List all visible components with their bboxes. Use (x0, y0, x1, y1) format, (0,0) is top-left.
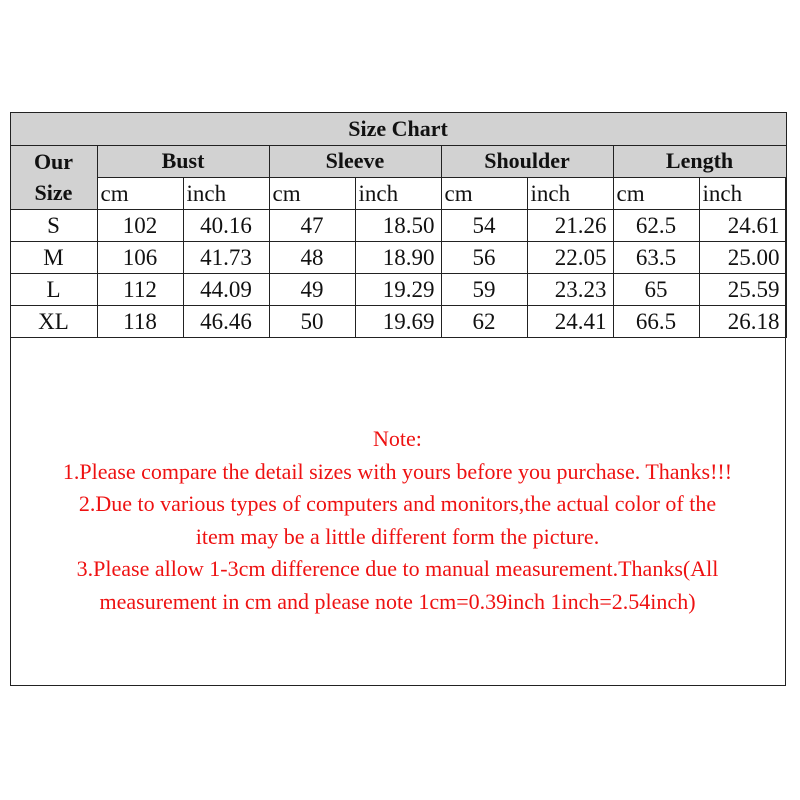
table-row (10, 306, 786, 338)
note-line: 2.Due to various types of computers and monitors,the actual color of the (78, 491, 717, 516)
note-line: measurement in cm and please note 1cm=0.39inch 1inch=2.54inch) (99, 588, 696, 614)
table-cell: 49 (269, 274, 355, 306)
table-cell: 102 (97, 210, 183, 242)
table-cell: 19.29 (355, 274, 441, 306)
unit-header: cm (97, 177, 183, 209)
table-cell: 22.05 (527, 242, 613, 274)
note-line: item may be a little different form the picture. (195, 523, 600, 549)
size-label: L (10, 274, 97, 306)
unit-header: inch (699, 177, 786, 209)
unit-header: cm (441, 177, 527, 209)
table-row (10, 274, 786, 306)
table-cell: 106 (97, 242, 183, 274)
table-cell: 65 (613, 274, 699, 306)
table-cell: 50 (269, 306, 355, 338)
table-cell: 118 (97, 306, 183, 338)
chart-title: Size Chart (10, 112, 786, 145)
unit-header: inch (527, 177, 613, 209)
unit-header: cm (613, 177, 699, 209)
title-row (10, 112, 786, 145)
group-header-shoulder: Shoulder (441, 145, 613, 177)
size-header-line-1: Our (33, 148, 74, 174)
table-cell: 63.5 (613, 242, 699, 274)
note-line: 1.Please compare the detail sizes with yours before you purchase. Thanks!!! (62, 458, 733, 484)
table-cell: 24.41 (527, 306, 613, 338)
size-column-header (10, 145, 97, 210)
table-cell: 25.59 (699, 274, 786, 306)
table-cell: 59 (441, 274, 527, 306)
table-cell: 23.23 (527, 274, 613, 306)
table-cell: 56 (441, 242, 527, 274)
notes-block (11, 423, 784, 618)
table-row (10, 242, 786, 274)
note-line: 3.Please allow 1-3cm difference due to manual measurement.Thanks(All (76, 556, 719, 581)
size-chart-frame (10, 112, 786, 686)
table-cell: 25.00 (699, 242, 786, 274)
table-cell: 48 (269, 242, 355, 274)
unit-header: inch (355, 177, 441, 209)
size-label: XL (10, 306, 97, 338)
group-header-sleeve: Sleeve (269, 145, 441, 177)
group-header-length: Length (613, 145, 786, 177)
group-header-bust: Bust (97, 145, 269, 177)
size-chart-table (10, 112, 787, 339)
table-cell: 66.5 (613, 306, 699, 338)
table-row (10, 210, 786, 242)
table-cell: 112 (97, 274, 183, 306)
table-cell: 19.69 (355, 306, 441, 338)
note-heading: Note: (373, 426, 422, 451)
table-cell: 46.46 (183, 306, 269, 338)
table-cell: 62.5 (613, 210, 699, 242)
table-cell: 47 (269, 210, 355, 242)
table-cell: 21.26 (527, 210, 613, 242)
group-header-row (10, 145, 786, 177)
table-cell: 18.90 (355, 242, 441, 274)
table-cell: 44.09 (183, 274, 269, 306)
unit-header-row (10, 177, 786, 209)
table-cell: 18.50 (355, 210, 441, 242)
size-label: M (10, 242, 97, 274)
unit-header: cm (269, 177, 355, 209)
size-header-line-2: Size (34, 180, 73, 206)
table-cell: 41.73 (183, 242, 269, 274)
table-cell: 40.16 (183, 210, 269, 242)
unit-header: inch (183, 177, 269, 209)
table-cell: 24.61 (699, 210, 786, 242)
table-cell: 54 (441, 210, 527, 242)
size-label: S (10, 210, 97, 242)
table-cell: 26.18 (699, 306, 786, 338)
table-cell: 62 (441, 306, 527, 338)
